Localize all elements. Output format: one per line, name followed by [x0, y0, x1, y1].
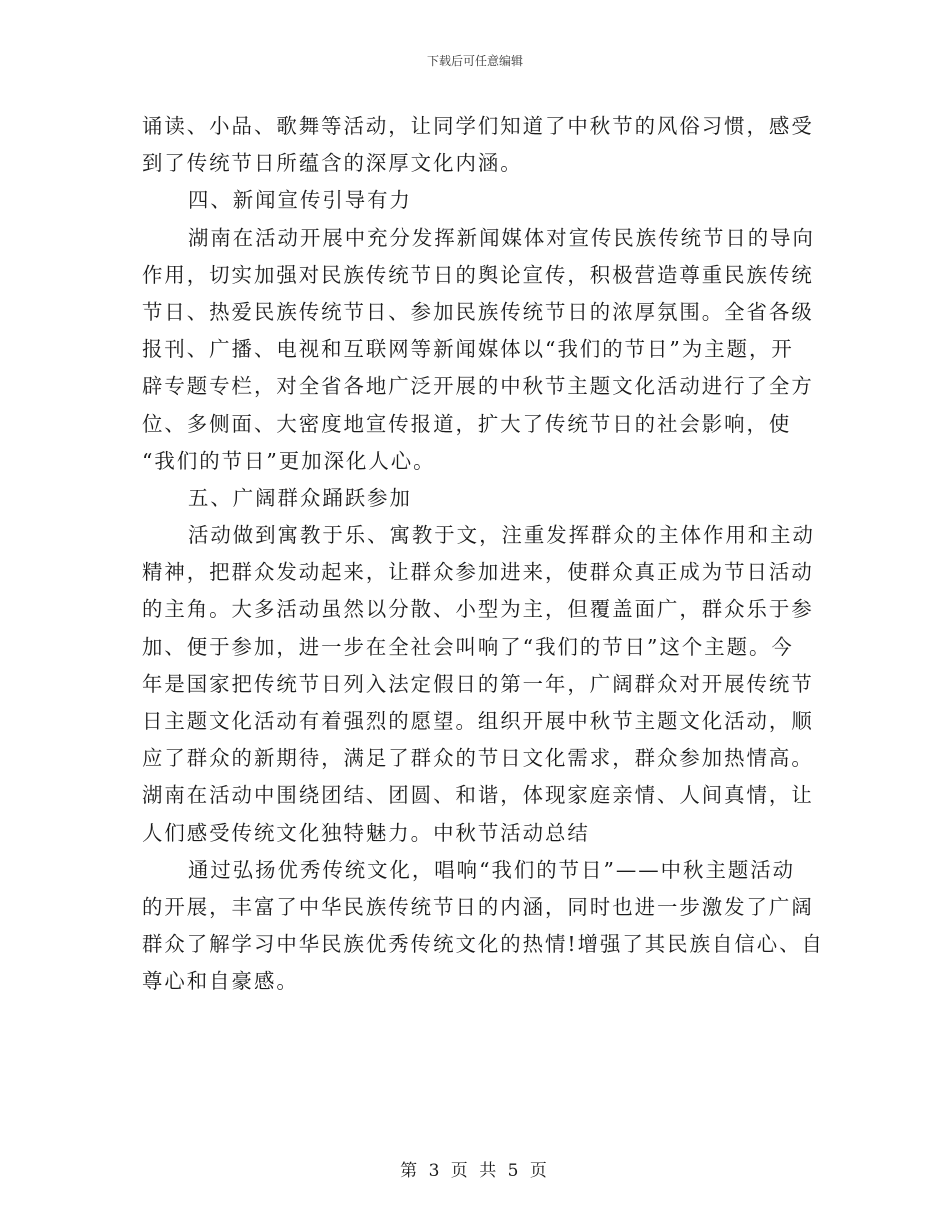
text-line: 辟专题专栏，对全省各地广泛开展的中秋节主题文化活动进行了全方 — [142, 374, 814, 399]
text-line: 日主题文化活动有着强烈的愿望。组织开展中秋节主题文化活动，顺 — [142, 709, 814, 733]
text-line: 应了群众的新期待，满足了群众的节日文化需求，群众参加热情高。 — [142, 746, 814, 771]
text-line: 人们感受传统文化独特魅力。中秋节活动总结 — [142, 820, 590, 845]
text-line: 湖南在活动中围绕团结、团圆、和谐，体现家庭亲情、人间真情，让 — [142, 783, 814, 808]
text-line: 湖南在活动开展中充分发挥新闻媒体对宣传民族传统节日的导向 — [188, 225, 815, 250]
text-line: 位、多侧面、大密度地宣传报道，扩大了传统节日的社会影响，使 — [142, 411, 792, 436]
text-line: 的主角。大多活动虽然以分散、小型为主，但覆盖面广，群众乐于参 — [142, 597, 814, 622]
page-header: 下载后可任意编辑 — [426, 54, 523, 68]
text-line: 报刊、广播、电视和互联网等新闻媒体以“我们的节日”为主题，开 — [142, 337, 794, 362]
text-line: 年是国家把传统节日列入法定假日的第一年，广阔群众对开展传统节 — [142, 671, 814, 696]
page-number: 第 3 页 共 5 页 — [400, 1161, 550, 1181]
text-line: 尊心和自豪感。 — [142, 969, 299, 994]
text-line: 到了传统节日所蕴含的深厚文化内涵。 — [142, 151, 523, 176]
section-heading: 四、新闻宣传引导有力 — [188, 188, 412, 213]
text-line: 作用，切实加强对民族传统节日的舆论宣传，积极营造尊重民族传统 — [142, 262, 814, 287]
text-line: 活动做到寓教于乐、寓教于文，注重发挥群众的主体作用和主动 — [188, 523, 815, 548]
text-line: “我们的节日”更加深化人心。 — [142, 448, 436, 473]
text-line: 诵读、小品、歌舞等活动，让同学们知道了中秋节的风俗习惯，感受 — [142, 114, 814, 138]
text-line: 节日、热爱民族传统节日、参加民族传统节日的浓厚氛围。全省各级 — [142, 299, 814, 324]
text-line: 的开展，丰富了中华民族传统节日的内涵，同时也进一步激发了广阔 — [142, 894, 814, 919]
document-body — [142, 108, 824, 1001]
text-line: 精神，把群众发动起来，让群众参加进来，使群众真正成为节日活动 — [142, 560, 814, 585]
section-heading: 五、广阔群众踊跃参加 — [188, 485, 412, 510]
text-line: 群众了解学习中华民族优秀传统文化的热情!增强了其民族自信心、自 — [142, 932, 824, 957]
text-line: 加、便于参加，进一步在全社会叫响了“我们的节日”这个主题。今 — [142, 634, 794, 659]
text-line: 通过弘扬优秀传统文化，唱响“我们的节日”——中秋主题活动 — [188, 857, 796, 882]
